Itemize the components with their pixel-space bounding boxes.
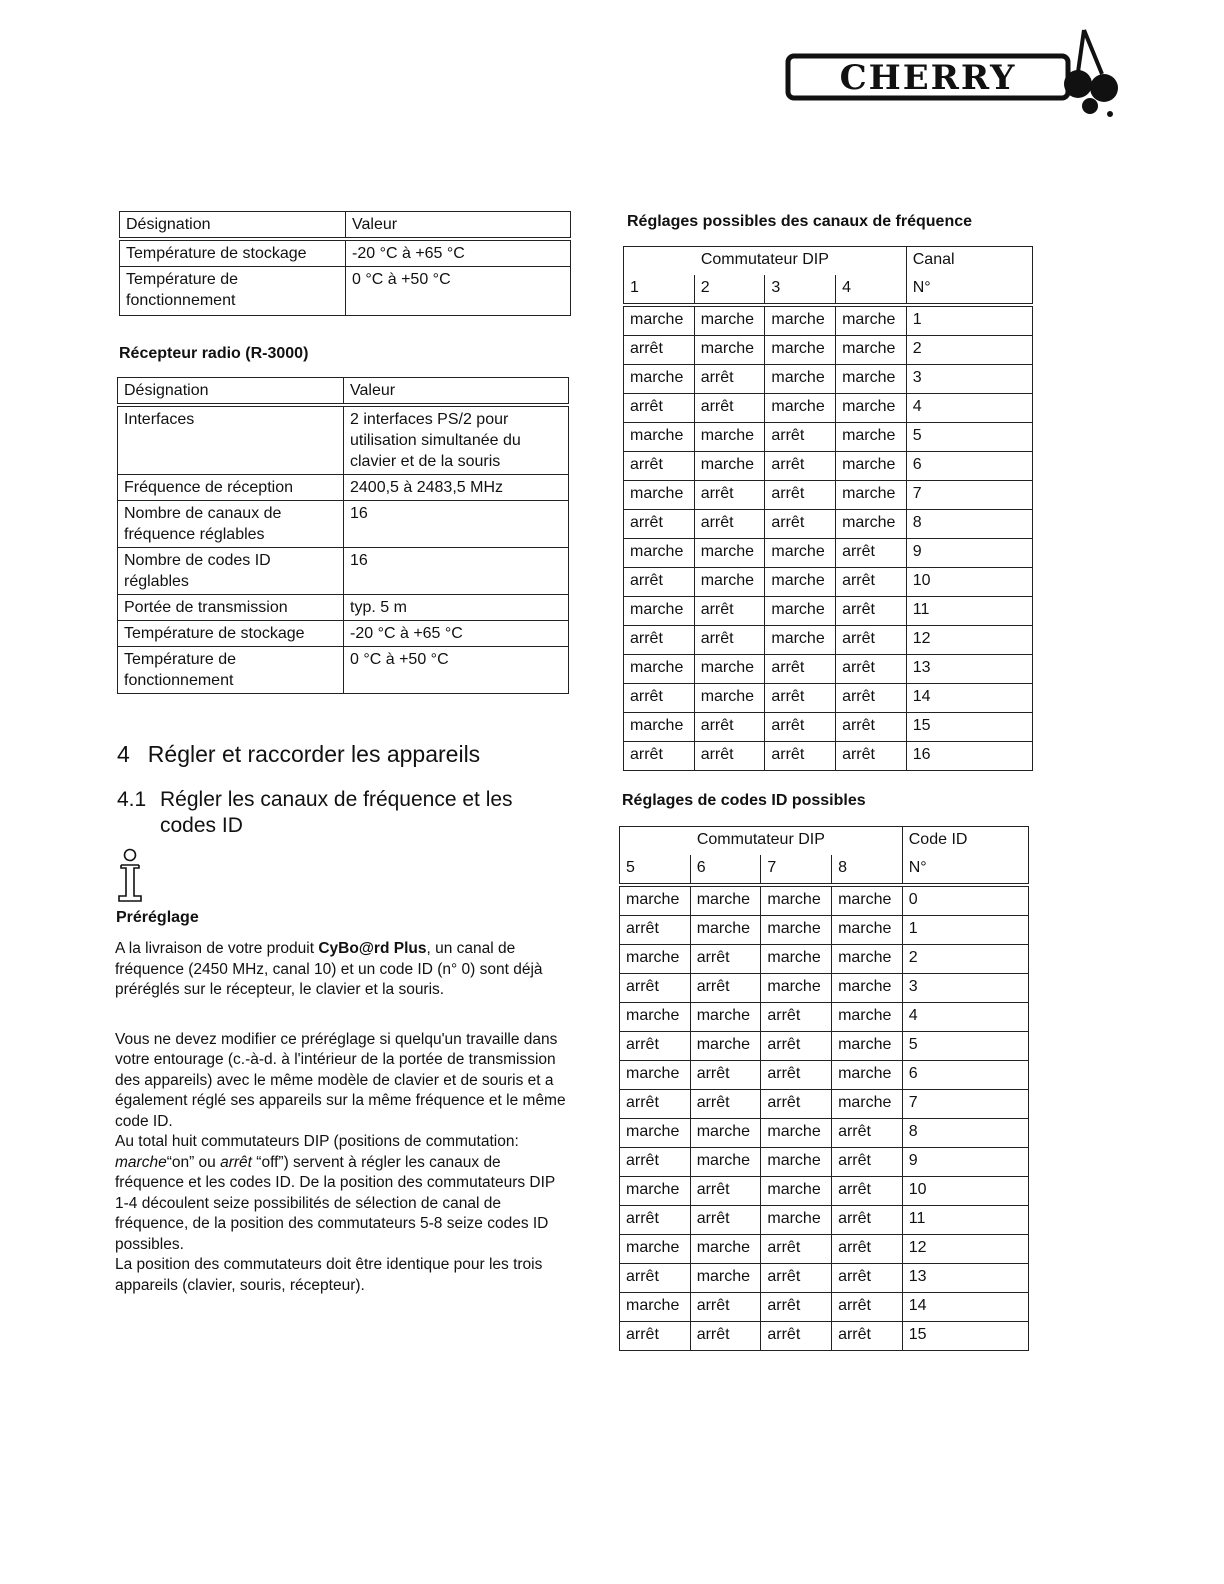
switch-state-cell: arrêt xyxy=(765,684,836,713)
table-row xyxy=(120,239,571,267)
channel-number-header: N° xyxy=(906,275,1032,305)
table-cell: Fréquence de réception xyxy=(118,475,344,501)
switch-state-cell: arrêt xyxy=(624,510,695,539)
table-cell: Température de stockage xyxy=(120,239,346,267)
number-cell: 7 xyxy=(902,1090,1028,1119)
dip-switch-group-header: Commutateur DIP xyxy=(620,827,903,856)
number-cell: 2 xyxy=(906,336,1032,365)
switch-state-cell: marche xyxy=(765,336,836,365)
switch-state-cell: marche xyxy=(624,481,695,510)
switch-state-cell: marche xyxy=(624,305,695,336)
table-row xyxy=(620,1293,1029,1322)
number-cell: 8 xyxy=(902,1119,1028,1148)
switch-header: 7 xyxy=(761,855,832,885)
section-heading xyxy=(117,741,480,768)
switch-state-cell: arrêt xyxy=(836,713,907,742)
subsection-number: 4.1 xyxy=(117,788,147,811)
switch-state-cell: arrêt xyxy=(690,974,761,1003)
switch-state-cell: marche xyxy=(690,1235,761,1264)
table-row xyxy=(624,742,1033,771)
preset-paragraph-3 xyxy=(115,1132,570,1255)
switch-state-cell: arrêt xyxy=(761,1032,832,1061)
switch-state-cell: marche xyxy=(694,684,765,713)
table-cell: typ. 5 m xyxy=(344,595,569,621)
switch-header: 8 xyxy=(832,855,903,885)
switch-state-cell: marche xyxy=(836,394,907,423)
switch-state-cell: marche xyxy=(694,305,765,336)
table-cell: 0 °C à +50 °C xyxy=(344,647,569,694)
switch-state-cell: arrêt xyxy=(765,510,836,539)
table-row xyxy=(620,916,1029,945)
switch-state-cell: arrêt xyxy=(761,1003,832,1032)
switch-state-cell: marche xyxy=(836,305,907,336)
number-cell: 6 xyxy=(906,452,1032,481)
switch-state-cell: arrêt xyxy=(765,452,836,481)
number-cell: 15 xyxy=(902,1322,1028,1351)
switch-state-cell: arrêt xyxy=(624,568,695,597)
switch-state-cell: arrêt xyxy=(836,742,907,771)
switch-state-cell: arrêt xyxy=(624,626,695,655)
table-row xyxy=(620,1206,1029,1235)
switch-state-cell: marche xyxy=(694,539,765,568)
table-cell: Nombre de canaux de fréquence réglables xyxy=(118,501,344,548)
switch-state-cell: marche xyxy=(761,1206,832,1235)
switch-state-cell: marche xyxy=(620,945,691,974)
table-cell: 2 interfaces PS/2 pour utilisation simultanée du clavier et de la souris xyxy=(344,405,569,475)
table-row xyxy=(624,305,1033,336)
switch-state-cell: marche xyxy=(620,1177,691,1206)
dip-switch-group-header: Commutateur DIP xyxy=(624,247,907,276)
switch-state-cell: marche xyxy=(620,1061,691,1090)
table-row xyxy=(624,481,1033,510)
switch-state-cell: arrêt xyxy=(832,1177,903,1206)
switch-state-cell: marche xyxy=(690,1148,761,1177)
id-table-heading: Réglages de codes ID possibles xyxy=(622,792,866,809)
number-cell: 9 xyxy=(902,1148,1028,1177)
switch-state-cell: arrêt xyxy=(832,1119,903,1148)
table-cell: -20 °C à +65 °C xyxy=(344,621,569,647)
table-row xyxy=(624,510,1033,539)
preset-paragraph-1 xyxy=(115,939,570,1001)
table-row xyxy=(624,365,1033,394)
switch-state-cell: arrêt xyxy=(694,394,765,423)
table-row xyxy=(620,1322,1029,1351)
switch-state-cell: arrêt xyxy=(832,1264,903,1293)
number-cell: 6 xyxy=(902,1061,1028,1090)
frequency-channel-table xyxy=(623,246,1033,771)
frequency-table-heading: Réglages possibles des canaux de fréquence xyxy=(627,213,973,230)
table-cell: Température de fonctionnement xyxy=(120,267,346,316)
table-row xyxy=(620,1090,1029,1119)
number-cell: 9 xyxy=(906,539,1032,568)
switch-header: 2 xyxy=(694,275,765,305)
switch-state-cell: marche xyxy=(765,394,836,423)
table-row xyxy=(624,452,1033,481)
switch-state-cell: marche xyxy=(694,568,765,597)
table-row xyxy=(620,1235,1029,1264)
switch-state-cell: marche xyxy=(761,1148,832,1177)
switch-state-cell: marche xyxy=(832,916,903,945)
switch-state-cell: arrêt xyxy=(624,742,695,771)
switch-state-cell: arrêt xyxy=(620,1322,691,1351)
table-cell: Température de stockage xyxy=(118,621,344,647)
table-row xyxy=(624,539,1033,568)
section-number: 4 xyxy=(117,741,130,767)
switch-state-cell: marche xyxy=(832,1003,903,1032)
number-cell: 4 xyxy=(906,394,1032,423)
switch-state-cell: marche xyxy=(761,1119,832,1148)
switch-state-cell: arrêt xyxy=(690,1090,761,1119)
switch-state-cell: arrêt xyxy=(765,742,836,771)
subsection-heading xyxy=(117,787,557,839)
switch-state-cell: marche xyxy=(690,885,761,916)
switch-state-cell: arrêt xyxy=(836,655,907,684)
switch-header: 1 xyxy=(624,275,695,305)
number-cell: 15 xyxy=(906,713,1032,742)
switch-state-cell: arrêt xyxy=(690,945,761,974)
table-header-value: Valeur xyxy=(344,378,569,406)
table-cell: Interfaces xyxy=(118,405,344,475)
number-cell: 5 xyxy=(902,1032,1028,1061)
number-cell: 14 xyxy=(906,684,1032,713)
switch-state-cell: arrêt xyxy=(624,684,695,713)
switch-state-cell: marche xyxy=(761,916,832,945)
table-row xyxy=(624,684,1033,713)
table-cell: 2400,5 à 2483,5 MHz xyxy=(344,475,569,501)
table-row xyxy=(624,655,1033,684)
table-row xyxy=(624,597,1033,626)
switch-state-cell: arrêt xyxy=(836,684,907,713)
table-cell: 0 °C à +50 °C xyxy=(346,267,571,316)
switch-state-cell: marche xyxy=(620,1119,691,1148)
switch-state-cell: arrêt xyxy=(694,597,765,626)
table-row xyxy=(620,1032,1029,1061)
switch-state-cell: marche xyxy=(761,974,832,1003)
number-cell: 16 xyxy=(906,742,1032,771)
storage-temperature-table xyxy=(119,211,571,316)
switch-state-cell: arrêt xyxy=(690,1322,761,1351)
switch-state-cell: arrêt xyxy=(832,1148,903,1177)
table-header-value: Valeur xyxy=(346,212,571,240)
switch-state-cell: arrêt xyxy=(761,1293,832,1322)
switch-state-cell: marche xyxy=(832,885,903,916)
section-title: Régler et raccorder les appareils xyxy=(147,741,481,767)
switch-state-cell: marche xyxy=(690,1032,761,1061)
number-cell: 10 xyxy=(902,1177,1028,1206)
preset-paragraph-2: Vous ne devez modifier ce préréglage si quelqu'un travaille dans votre entourage (c.-à-d. à l'intérieur de la portée de transmission des appareils) avec le même modèle de clavier et de souris et a également réglé ses appareils sur la même fréquence et le même code ID. xyxy=(115,1030,566,1130)
text: “off”) servent à régler les canaux de fréquence et les codes ID. De la position des commutateurs DIP 1-4 découlent seize possibilités de sélection de canal de fréquence, de la position des commutateurs 5-8 seize codes ID possibles. xyxy=(115,1153,555,1253)
switch-state-cell: marche xyxy=(624,423,695,452)
switch-state-cell: arrêt xyxy=(836,539,907,568)
switch-state-cell: marche xyxy=(690,1119,761,1148)
table-cell: 16 xyxy=(344,501,569,548)
table-header-designation: Désignation xyxy=(118,378,344,406)
switch-state-cell: marche xyxy=(832,1032,903,1061)
switch-state-cell: arrêt xyxy=(761,1061,832,1090)
switch-state-cell: arrêt xyxy=(624,336,695,365)
text-marche: marche xyxy=(115,1153,167,1171)
number-cell: 14 xyxy=(902,1293,1028,1322)
text-arret: arrêt xyxy=(220,1153,252,1171)
number-cell: 3 xyxy=(906,365,1032,394)
switch-state-cell: marche xyxy=(690,1264,761,1293)
table-row xyxy=(624,394,1033,423)
receiver-spec-table xyxy=(117,377,569,694)
switch-state-cell: arrêt xyxy=(620,916,691,945)
switch-state-cell: arrêt xyxy=(765,481,836,510)
switch-state-cell: arrêt xyxy=(620,1206,691,1235)
switch-state-cell: marche xyxy=(620,1003,691,1032)
switch-state-cell: arrêt xyxy=(836,626,907,655)
switch-state-cell: marche xyxy=(620,1293,691,1322)
switch-state-cell: marche xyxy=(690,916,761,945)
switch-state-cell: marche xyxy=(765,568,836,597)
switch-state-cell: marche xyxy=(765,305,836,336)
switch-state-cell: arrêt xyxy=(620,974,691,1003)
table-header-designation: Désignation xyxy=(120,212,346,240)
number-cell: 11 xyxy=(902,1206,1028,1235)
cherry-logo xyxy=(784,22,1124,118)
switch-state-cell: arrêt xyxy=(836,568,907,597)
table-row xyxy=(120,267,571,316)
number-cell: 7 xyxy=(906,481,1032,510)
code-number-header: N° xyxy=(902,855,1028,885)
table-row xyxy=(624,336,1033,365)
switch-state-cell: arrêt xyxy=(832,1206,903,1235)
switch-state-cell: marche xyxy=(694,655,765,684)
switch-state-cell: arrêt xyxy=(761,1090,832,1119)
switch-header: 6 xyxy=(690,855,761,885)
switch-state-cell: marche xyxy=(832,1090,903,1119)
switch-header: 5 xyxy=(620,855,691,885)
switch-state-cell: arrêt xyxy=(761,1264,832,1293)
switch-state-cell: arrêt xyxy=(694,365,765,394)
table-row xyxy=(620,1148,1029,1177)
table-row xyxy=(118,475,569,501)
switch-state-cell: arrêt xyxy=(832,1293,903,1322)
table-row xyxy=(620,945,1029,974)
switch-state-cell: arrêt xyxy=(832,1235,903,1264)
table-row xyxy=(620,1119,1029,1148)
switch-state-cell: marche xyxy=(836,452,907,481)
switch-state-cell: marche xyxy=(765,597,836,626)
number-cell: 8 xyxy=(906,510,1032,539)
table-row xyxy=(620,885,1029,916)
number-cell: 2 xyxy=(902,945,1028,974)
switch-state-cell: marche xyxy=(761,945,832,974)
switch-state-cell: arrêt xyxy=(690,1293,761,1322)
switch-state-cell: marche xyxy=(694,336,765,365)
table-row xyxy=(620,1003,1029,1032)
switch-state-cell: arrêt xyxy=(761,1235,832,1264)
switch-state-cell: arrêt xyxy=(694,713,765,742)
number-cell: 11 xyxy=(906,597,1032,626)
table-row xyxy=(624,713,1033,742)
text: A la livraison de votre produit xyxy=(115,940,319,957)
number-cell: 3 xyxy=(902,974,1028,1003)
switch-state-cell: arrêt xyxy=(690,1206,761,1235)
switch-state-cell: marche xyxy=(624,539,695,568)
table-cell: Température de fonctionnement xyxy=(118,647,344,694)
switch-state-cell: marche xyxy=(624,713,695,742)
table-row xyxy=(620,974,1029,1003)
info-icon xyxy=(116,848,144,911)
table-row xyxy=(118,647,569,694)
switch-state-cell: marche xyxy=(761,885,832,916)
switch-state-cell: marche xyxy=(620,1235,691,1264)
table-row xyxy=(118,405,569,475)
switch-state-cell: arrêt xyxy=(761,1322,832,1351)
table-row xyxy=(620,1177,1029,1206)
switch-state-cell: marche xyxy=(694,423,765,452)
channel-header: Canal xyxy=(906,247,1032,276)
table-cell: Portée de transmission xyxy=(118,595,344,621)
switch-state-cell: arrêt xyxy=(620,1264,691,1293)
switch-state-cell: marche xyxy=(836,481,907,510)
receiver-heading: Récepteur radio (R-3000) xyxy=(119,345,309,362)
number-cell: 1 xyxy=(906,305,1032,336)
switch-state-cell: arrêt xyxy=(624,394,695,423)
table-cell: Nombre de codes ID réglables xyxy=(118,548,344,595)
switch-state-cell: marche xyxy=(836,423,907,452)
switch-state-cell: marche xyxy=(624,365,695,394)
switch-state-cell: marche xyxy=(832,974,903,1003)
switch-state-cell: marche xyxy=(694,452,765,481)
switch-state-cell: marche xyxy=(624,655,695,684)
number-cell: 10 xyxy=(906,568,1032,597)
switch-state-cell: marche xyxy=(761,1177,832,1206)
switch-state-cell: arrêt xyxy=(836,597,907,626)
number-cell: 12 xyxy=(906,626,1032,655)
switch-state-cell: marche xyxy=(836,510,907,539)
switch-state-cell: arrêt xyxy=(620,1032,691,1061)
switch-state-cell: marche xyxy=(624,597,695,626)
switch-state-cell: arrêt xyxy=(690,1061,761,1090)
number-cell: 5 xyxy=(906,423,1032,452)
table-row xyxy=(624,568,1033,597)
switch-state-cell: arrêt xyxy=(690,1177,761,1206)
switch-state-cell: arrêt xyxy=(694,742,765,771)
switch-state-cell: arrêt xyxy=(765,655,836,684)
table-row xyxy=(620,1264,1029,1293)
preset-text xyxy=(115,939,570,1296)
switch-state-cell: arrêt xyxy=(620,1090,691,1119)
number-cell: 13 xyxy=(906,655,1032,684)
subsection-title: Régler les canaux de fréquence et les codes ID xyxy=(160,788,513,837)
switch-state-cell: marche xyxy=(765,626,836,655)
table-row xyxy=(118,501,569,548)
switch-state-cell: arrêt xyxy=(832,1322,903,1351)
switch-state-cell: arrêt xyxy=(765,423,836,452)
switch-state-cell: marche xyxy=(690,1003,761,1032)
text: , un canal de fréquence (2450 MHz, canal 10) et un code ID (n° 0) sont déjà préréglés sur le récepteur, le clavier et la souris. xyxy=(115,940,543,998)
table-cell: 16 xyxy=(344,548,569,595)
switch-state-cell: arrêt xyxy=(694,626,765,655)
switch-state-cell: marche xyxy=(765,365,836,394)
switch-state-cell: marche xyxy=(832,945,903,974)
text: Au total huit commutateurs DIP (positions de commutation: xyxy=(115,1133,519,1150)
text: “on” ou xyxy=(166,1153,221,1171)
table-row xyxy=(620,1061,1029,1090)
switch-state-cell: arrêt xyxy=(694,510,765,539)
id-code-table xyxy=(619,826,1029,1351)
switch-state-cell: marche xyxy=(765,539,836,568)
table-row xyxy=(624,626,1033,655)
preset-heading: Préréglage xyxy=(116,909,199,926)
table-cell: -20 °C à +65 °C xyxy=(346,239,571,267)
number-cell: 13 xyxy=(902,1264,1028,1293)
switch-state-cell: arrêt xyxy=(624,452,695,481)
number-cell: 1 xyxy=(902,916,1028,945)
switch-state-cell: marche xyxy=(832,1061,903,1090)
code-id-header: Code ID xyxy=(902,827,1028,856)
switch-state-cell: arrêt xyxy=(620,1148,691,1177)
table-row xyxy=(118,621,569,647)
switch-state-cell: arrêt xyxy=(694,481,765,510)
product-name: CyBo@rd Plus xyxy=(318,940,427,957)
switch-state-cell: marche xyxy=(836,336,907,365)
switch-state-cell: marche xyxy=(836,365,907,394)
table-row xyxy=(624,423,1033,452)
switch-header: 3 xyxy=(765,275,836,305)
switch-state-cell: arrêt xyxy=(765,713,836,742)
switch-state-cell: marche xyxy=(620,885,691,916)
preset-paragraph-4: La position des commutateurs doit être identique pour les trois appareils (clavier, souris, récepteur). xyxy=(115,1256,543,1294)
table-row xyxy=(118,548,569,595)
number-cell: 4 xyxy=(902,1003,1028,1032)
table-row xyxy=(118,595,569,621)
svg-text:CHERRY: CHERRY xyxy=(839,58,1017,98)
number-cell: 12 xyxy=(902,1235,1028,1264)
number-cell: 0 xyxy=(902,885,1028,916)
switch-header: 4 xyxy=(836,275,907,305)
